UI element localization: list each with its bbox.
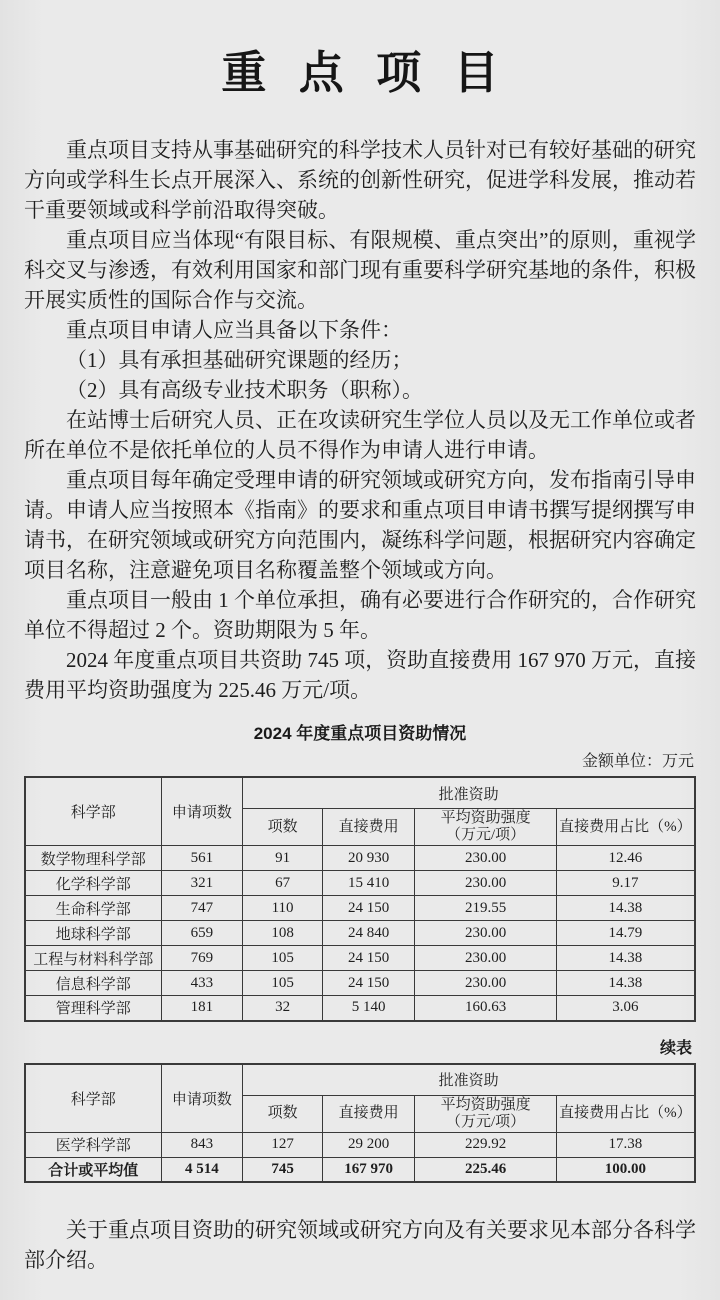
value-cell: 219.55 — [415, 896, 556, 921]
paragraph-overview: 重点项目支持从事基础研究的科学技术人员针对已有较好基础的研究方向或学科生长点开展深入、系统的创新性研究，促进学科发展，推动若干重要领域或科学前沿取得突破。 — [24, 138, 696, 222]
value-cell: 433 — [161, 971, 243, 996]
value-cell: 24 150 — [322, 946, 414, 971]
value-cell: 321 — [161, 871, 243, 896]
value-cell: 9.17 — [556, 871, 695, 896]
value-cell: 100.00 — [556, 1157, 695, 1182]
value-cell: 225.46 — [415, 1157, 556, 1182]
value-cell: 230.00 — [415, 921, 556, 946]
header-avg-intensity — [415, 809, 556, 846]
value-cell: 24 150 — [322, 971, 414, 996]
table-title: 2024 年度重点项目资助情况 — [253, 724, 467, 743]
header-approved-group: 批准资助 — [243, 777, 695, 809]
value-cell: 769 — [161, 946, 243, 971]
header-avg-intensity-line1: 平均资助强度 — [440, 810, 531, 826]
paragraph-application-guide: 重点项目每年确定受理申请的研究领域或研究方向，发布指南引导申请。申请人应当按照本《指南》的要求和重点项目申请书撰写提纲撰写申请书，在研究领域或研究方向范围内，凝练科学问题，根据研究内容确定项目名称，注意避免项目名称覆盖整个领域或方向。 — [24, 468, 696, 582]
value-cell: 29 200 — [322, 1132, 414, 1157]
dept-cell: 工程与材料科学部 — [25, 946, 161, 971]
value-cell: 230.00 — [415, 846, 556, 871]
header-dept: 科学部 — [25, 777, 161, 846]
value-cell: 4 514 — [161, 1157, 243, 1182]
page-title: 重点项目 — [221, 48, 531, 98]
header-count: 项数 — [243, 1095, 323, 1132]
value-cell: 5 140 — [322, 996, 414, 1021]
funding-table-main — [24, 776, 696, 1022]
table-row — [25, 946, 695, 971]
value-cell: 14.38 — [556, 896, 695, 921]
value-cell: 745 — [243, 1157, 323, 1182]
value-cell: 105 — [243, 971, 323, 996]
table-row — [25, 971, 695, 996]
header-avg-intensity — [415, 1095, 556, 1132]
closing-text — [24, 1215, 696, 1275]
dept-cell: 信息科学部 — [25, 971, 161, 996]
funding-table-continued — [24, 1063, 696, 1184]
body-text — [24, 135, 696, 705]
value-cell: 20 930 — [322, 846, 414, 871]
dept-cell: 化学科学部 — [25, 871, 161, 896]
paragraph-cooperation-limit: 重点项目一般由 1 个单位承担，确有必要进行合作研究的，合作研究单位不得超过 2 个。资助期限为 5 年。 — [24, 588, 696, 642]
value-cell: 127 — [243, 1132, 323, 1157]
header-row-group — [25, 1064, 695, 1096]
value-cell: 14.38 — [556, 946, 695, 971]
table-row — [25, 896, 695, 921]
value-cell: 15 410 — [322, 871, 414, 896]
value-cell: 14.79 — [556, 921, 695, 946]
header-avg-intensity-line2: （万元/项） — [446, 1113, 526, 1130]
table-row — [25, 1157, 695, 1182]
header-applications: 申请项数 — [161, 1064, 243, 1133]
value-cell: 3.06 — [556, 996, 695, 1021]
value-cell: 105 — [243, 946, 323, 971]
unit-note: 金额单位：万元 — [581, 753, 694, 770]
table-header — [25, 1064, 695, 1133]
table-body-main — [25, 846, 695, 1021]
value-cell: 167 970 — [322, 1157, 414, 1182]
table-row — [25, 1132, 695, 1157]
continued-table-label: 续表 — [659, 1039, 692, 1057]
header-direct-cost: 直接费用 — [322, 1095, 414, 1132]
dept-cell: 地球科学部 — [25, 921, 161, 946]
condition-item-1: （1）具有承担基础研究课题的经历； — [66, 348, 413, 372]
header-direct-cost-pct: 直接费用占比（%） — [556, 1095, 695, 1132]
paragraph-closing: 关于重点项目资助的研究领域或研究方向及有关要求见本部分各科学部介绍。 — [24, 1218, 696, 1272]
value-cell: 747 — [161, 896, 243, 921]
dept-cell: 合计或平均值 — [25, 1157, 161, 1182]
value-cell: 12.46 — [556, 846, 695, 871]
dept-cell: 医学科学部 — [25, 1132, 161, 1157]
header-avg-intensity-line2: （万元/项） — [446, 827, 526, 843]
dept-cell: 数学物理科学部 — [25, 846, 161, 871]
header-approved-group: 批准资助 — [243, 1064, 695, 1096]
table-row — [25, 996, 695, 1021]
value-cell: 108 — [243, 921, 323, 946]
value-cell: 181 — [161, 996, 243, 1021]
value-cell: 843 — [161, 1132, 243, 1157]
header-avg-intensity-line1: 平均资助强度 — [440, 1096, 531, 1113]
table-header — [25, 777, 695, 846]
value-cell: 67 — [243, 871, 323, 896]
value-cell: 229.92 — [415, 1132, 556, 1157]
table-row — [25, 921, 695, 946]
table-row — [25, 846, 695, 871]
value-cell: 230.00 — [415, 946, 556, 971]
value-cell: 17.38 — [556, 1132, 695, 1157]
value-cell: 110 — [243, 896, 323, 921]
dept-cell: 管理科学部 — [25, 996, 161, 1021]
value-cell: 24 840 — [322, 921, 414, 946]
paragraph-conditions-intro: 重点项目申请人应当具备以下条件： — [66, 318, 402, 342]
header-direct-cost-pct: 直接费用占比（%） — [556, 809, 695, 846]
value-cell: 230.00 — [415, 971, 556, 996]
value-cell: 160.63 — [415, 996, 556, 1021]
header-applications: 申请项数 — [161, 777, 243, 846]
value-cell: 230.00 — [415, 871, 556, 896]
header-count: 项数 — [243, 809, 323, 846]
dept-cell: 生命科学部 — [25, 896, 161, 921]
header-row-group — [25, 777, 695, 809]
paragraph-ineligible: 在站博士后研究人员、正在攻读研究生学位人员以及无工作单位或者所在单位不是依托单位的人员不得作为申请人进行申请。 — [24, 408, 696, 462]
value-cell: 32 — [243, 996, 323, 1021]
paragraph-principles: 重点项目应当体现“有限目标、有限规模、重点突出”的原则，重视学科交叉与渗透，有效利用国家和部门现有重要科学研究基地的条件，积极开展实质性的国际合作与交流。 — [24, 228, 696, 312]
value-cell: 91 — [243, 846, 323, 871]
value-cell: 14.38 — [556, 971, 695, 996]
value-cell: 561 — [161, 846, 243, 871]
paragraph-funding-summary: 2024 年度重点项目共资助 745 项，资助直接费用 167 970 万元，直接费用平均资助强度为 225.46 万元/项。 — [24, 648, 696, 702]
table-body-continued — [25, 1132, 695, 1182]
header-direct-cost: 直接费用 — [322, 809, 414, 846]
table-row — [25, 871, 695, 896]
value-cell: 659 — [161, 921, 243, 946]
value-cell: 24 150 — [322, 896, 414, 921]
header-dept: 科学部 — [25, 1064, 161, 1133]
condition-item-2: （2）具有高级专业技术职务（职称）。 — [66, 378, 423, 402]
